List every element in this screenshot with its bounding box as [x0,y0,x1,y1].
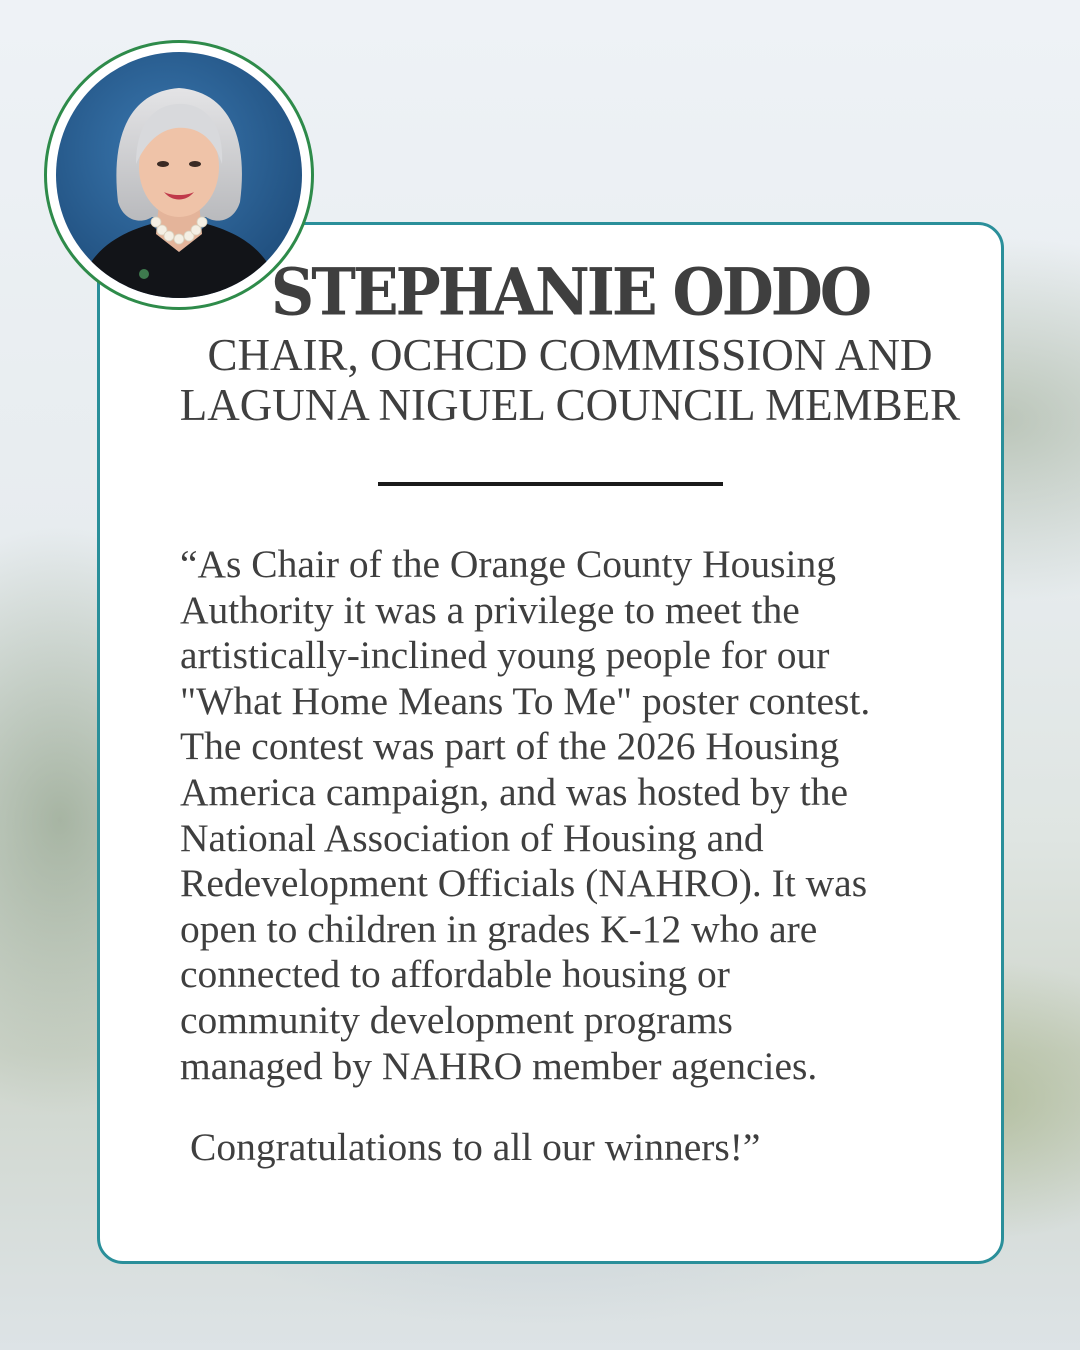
quote-line: Redevelopment Officials (NAHRO). It was [180,861,868,906]
quote-line: connected to affordable housing or [180,952,730,997]
quote-line: National Association of Housing and [180,815,764,860]
title-line: LAGUNA NIGUEL COUNCIL MEMBER [179,380,961,430]
quote-line: managed by NAHRO member agencies. [180,1043,818,1088]
quote-text [180,542,980,1089]
person-name: STEPHANIE ODDO [270,255,870,331]
quote-line: community development programs [180,997,733,1042]
title-line: CHAIR, OCHCD COMMISSION AND [207,330,933,380]
quote-line: “As Chair of the Orange County Housing [180,542,837,586]
quote-line: Authority it was a privilege to meet the [180,587,800,632]
quote-line: open to children in grades K-12 who are [180,906,818,951]
divider [378,482,723,486]
quote-line: The contest was part of the 2026 Housing [180,724,840,769]
closing-line: Congratulations to all our winners!” [190,1125,761,1169]
quote-line: artistically-inclined young people for our [180,633,830,678]
quote-line: "What Home Means To Me" poster contest. [180,678,871,723]
person-title [120,330,1020,430]
quote-line: America campaign, and was hosted by the [180,769,848,814]
